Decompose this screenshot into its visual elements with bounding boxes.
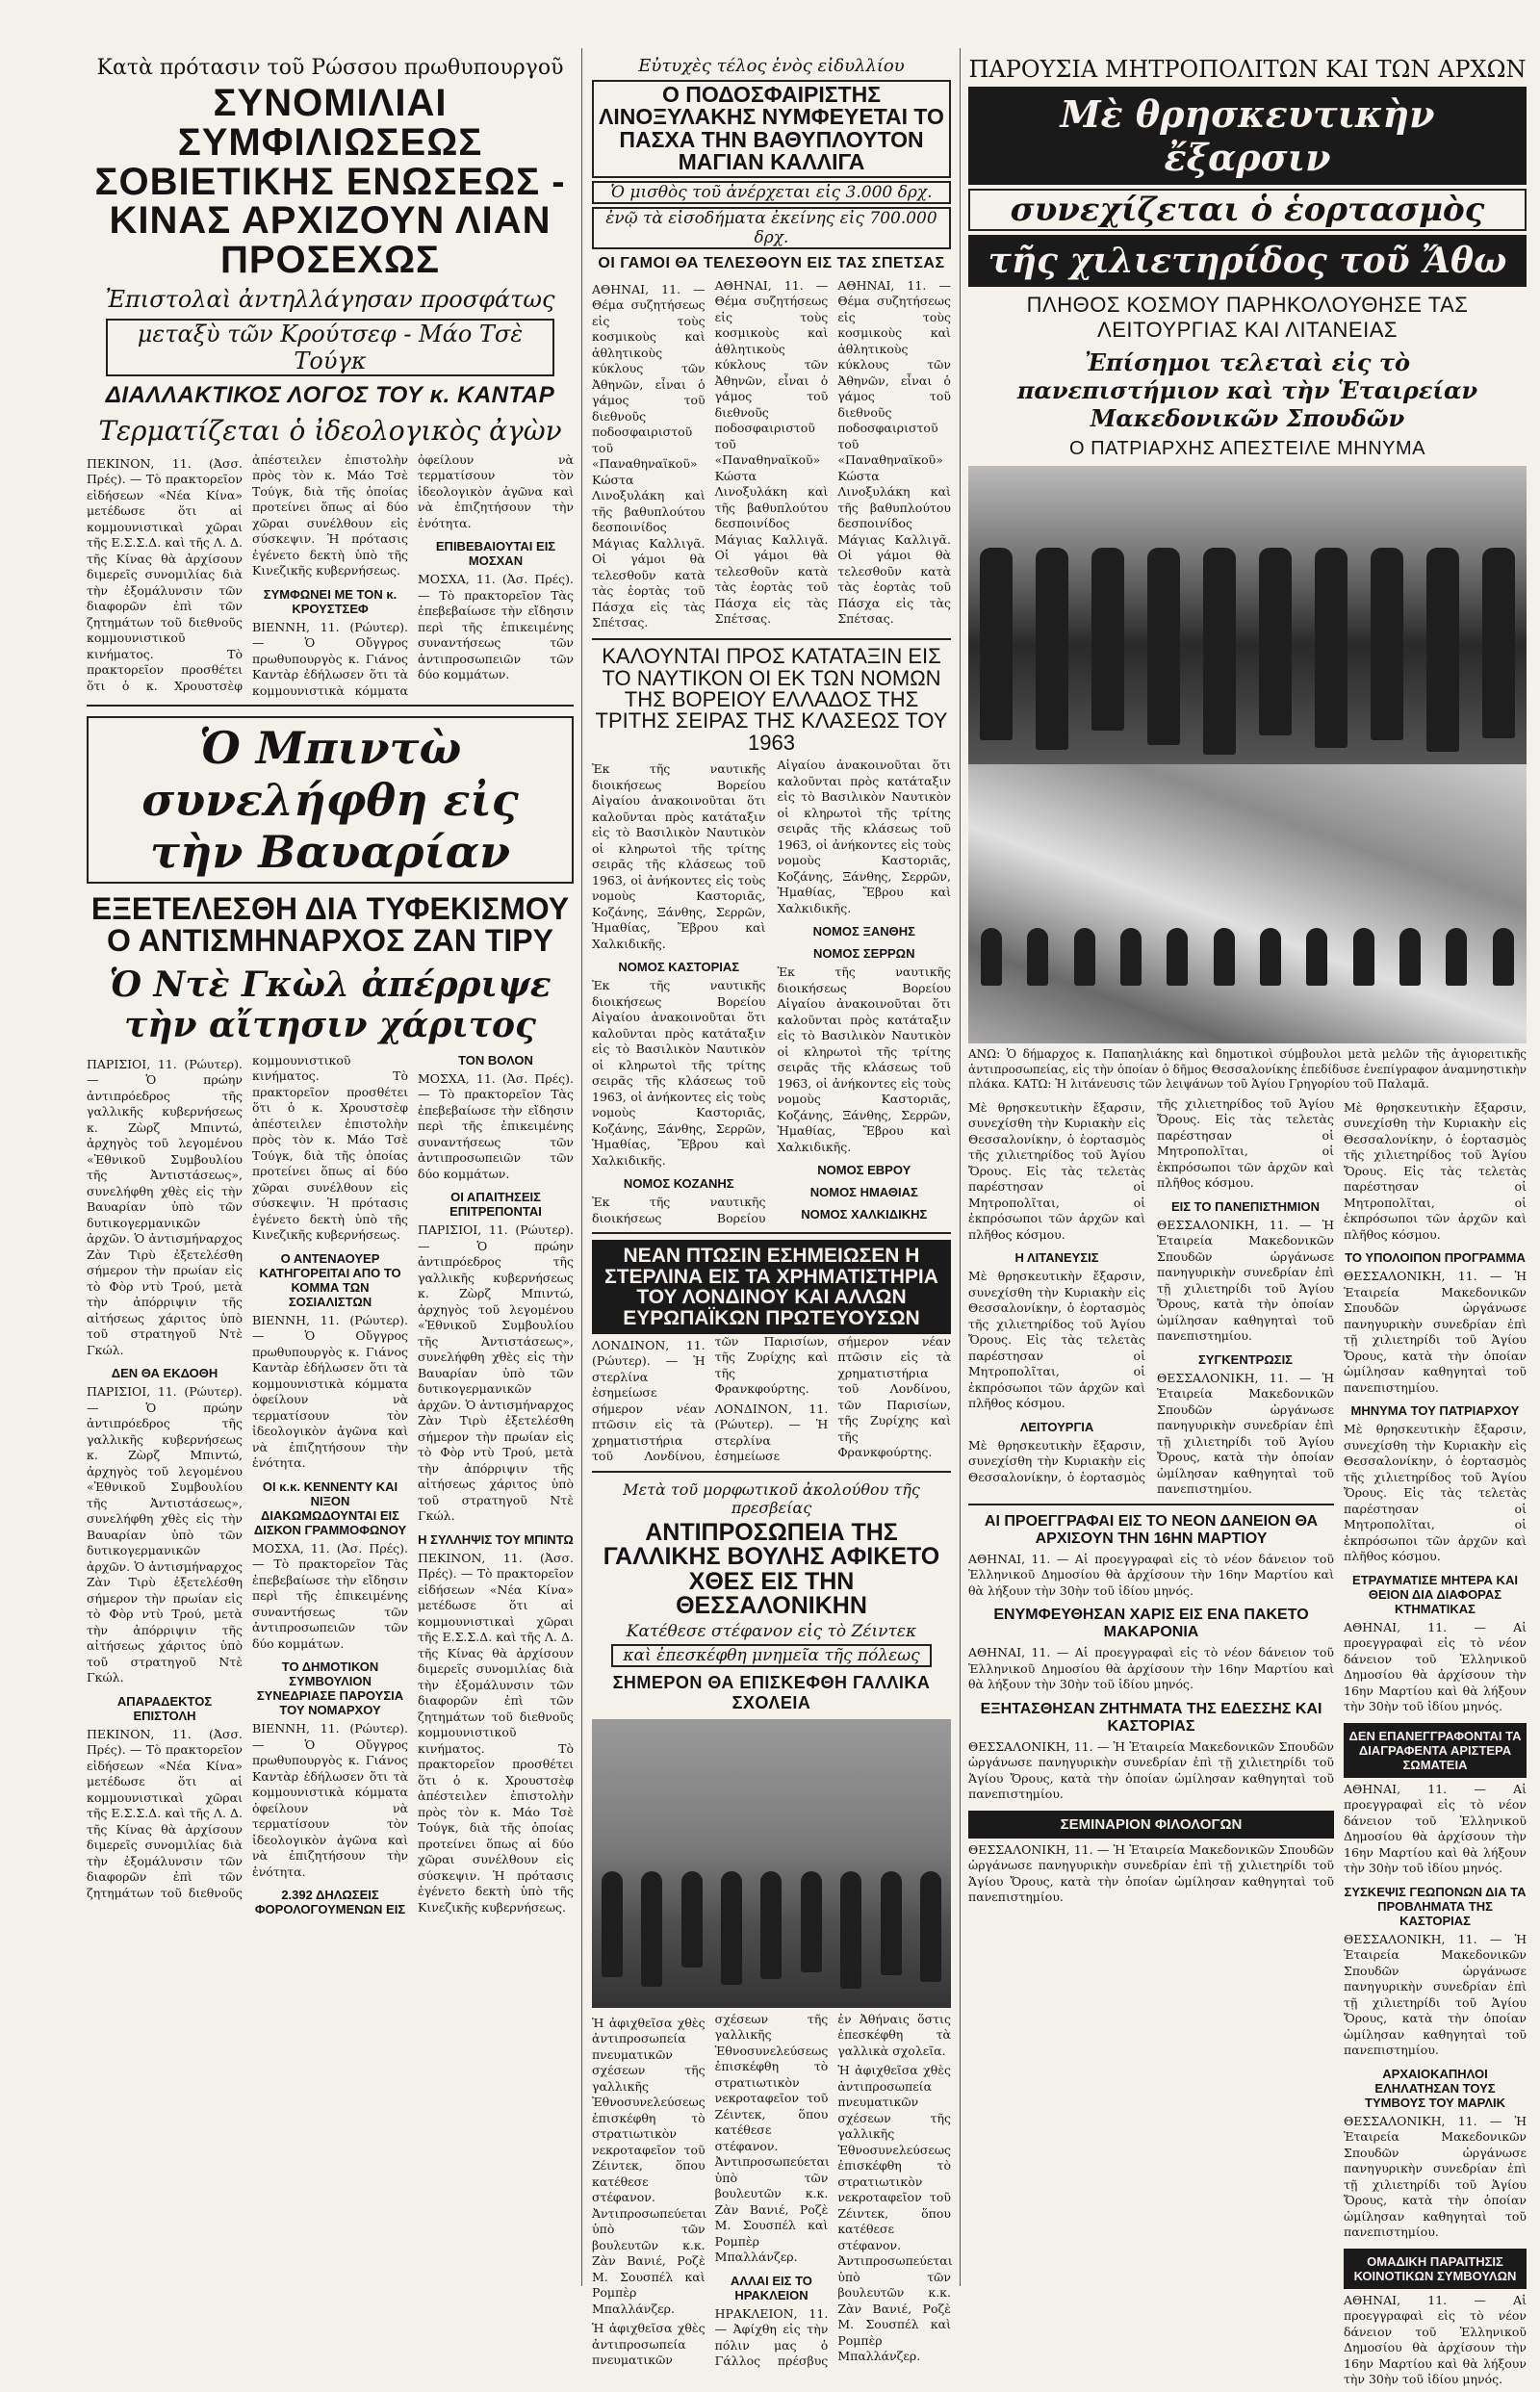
divider xyxy=(592,1471,951,1473)
article-body xyxy=(592,2012,951,2370)
banner-headline: τῆς χιλιετηρίδος τοῦ Ἄθω xyxy=(968,235,1527,287)
section-heading: ΛΕΙΤΟΥΡΓΙΑ xyxy=(1019,1419,1094,1434)
news-brief-heading: ΑΙ ΠΡΟΕΓΓΡΑΦΑΙ ΕΙΣ ΤΟ ΝΕΟΝ ΔΑΝΕΙΟΝ ΘΑ ΑΡΧΙΣΟΥΝ ΤΗΝ 16ΗΝ ΜΑΡΤΙΟΥ xyxy=(984,1512,1319,1547)
photo-caption: ΑΝΩ: Ὁ δήμαρχος κ. Παπαηλιάκης καὶ δημοτικοὶ σύμβουλοι μετὰ μελῶν τῆς ἀγιορειτικῆς ἀντιπροσωπείας, εἰς τὴν ὁποίαν ὁ δῆμος Θεσσαλονίκης ἐπεδίδυσε ἐνεπίγραφον ἀναμνηστικὴν πλάκα. ΚΑΤΩ: Ἡ λιτάνευσις τῶν λειψάνων τοῦ Ἁγίου Γρηγορίου τοῦ Παλαμᾶ. xyxy=(968,1047,1527,1092)
article-column-left xyxy=(81,48,579,2286)
kicker: ΠΑΡΟΥΣΙΑ ΜΗΤΡΟΠΟΛΙΤΩΝ ΚΑΙ ΤΩΝ ΑΡΧΩΝ xyxy=(968,56,1527,83)
section-heading: ΝΟΜΟΣ ΗΜΑΘΙΑΣ xyxy=(809,1185,918,1200)
section-heading: ΕΙΣ ΤΟ ΠΑΝΕΠΙΣΤΗΜΙΟΝ xyxy=(1170,1198,1321,1214)
subheadline: ΔΙΑΛΛΑΚΤΙΚΟΣ ΛΟΓΟΣ ΤΟΥ κ. ΚΑΝΤΑΡ xyxy=(105,381,555,408)
section-heading: ΝΟΜΟΣ ΞΑΝΘΗΣ xyxy=(812,924,915,939)
paragraph: ΒΙΕΝΝΗ, 11. (Ρώυτερ). — Ὁ Οὔγγρος πρωθυπουργὸς κ. Γιάνος Καντὰρ ἐδήλωσεν ὅτι τὰ κομμουνιστικὰ κόμματα ὀφείλουν νὰ τερματίσουν τὸν ἰδεολογικὸν ἀγῶνα καὶ νὰ ἐπιζητήσουν τὴν ἑνότητα. xyxy=(252,1721,408,1879)
paragraph: Μὲ θρησκευτικὴν ἔξαρσιν, συνεχίσθη τὴν Κυριακὴν εἰς Θεσσαλονίκην, ὁ ἑορτασμὸς τῆς χιλιετηρίδος τοῦ Ἁγίου Ὄρους. Εἰς τὰς τελετὰς παρέστησαν οἱ Μητροπολῖται, οἱ ἐκπρόσωποι τῶν ἀρχῶν καὶ πλῆθος κόσμου. xyxy=(1344,1422,1527,1564)
section-heading: Η ΣΥΛΛΗΨΙΣ ΤΟΥ ΜΠΙΝΤΩ xyxy=(418,1531,574,1547)
paragraph: Μὲ θρησκευτικὴν ἔξαρσιν, συνεχίσθη τὴν Κυριακὴν εἰς Θεσσαλονίκην, ὁ ἑορτασμὸς τῆς χιλιετηρίδος τοῦ Ἁγίου Ὄρους. Εἰς τὰς τελετὰς παρέστησαν οἱ Μητροπολῖται, οἱ ἐκπρόσωποι τῶν ἀρχῶν καὶ πλῆθος κόσμου. xyxy=(968,1099,1145,1242)
section-heading: ΜΗΝΥΜΑ ΤΟΥ ΠΑΤΡΙΑΡΧΟΥ xyxy=(1350,1403,1520,1419)
paragraph: ΒΙΕΝΝΗ, 11. (Ρώυτερ). — Ὁ Οὔγγρος πρωθυπουργὸς κ. Γιάνος Καντὰρ ἐδήλωσεν ὅτι τὰ κομμουνιστικὰ κόμματα ὀφείλουν νὰ τερματίσουν τὸν ἰδεολογικὸν ἀγῶνα καὶ νὰ ἐπιζητήσουν τὴν ἑνότητα. xyxy=(252,451,574,698)
paragraph: Ἡ ἀφιχθεῖσα χθὲς ἀντιπροσωπεία πνευματικῶν σχέσεων τῆς γαλλικῆς Ἐθνοσυνελεύσεως ἐπισκέφθη τὸ στρατιωτικὸν νεκροταφεῖον τοῦ Ζέιντεκ, ὅπου κατέθεσε στέφανον. Ἀντιπροσωπεύεται ὑπὸ τῶν βουλευτῶν κ.κ. Ζὰν Βανιέ, Ροζὲ Μ. Σουσπέλ καὶ Ρομπὲρ Μπαλλάνζερ. xyxy=(837,2063,953,2364)
paragraph: ΠΕΚΙΝΟΝ, 11. (Ἀσσ. Πρές). — Τὸ πρακτορεῖον εἰδήσεων «Νέα Κίνα» μετέδωσε ὅτι αἱ κομμουνιστικαὶ χῶραι τῆς Ε.Σ.Σ.Δ. καὶ τῆς Λ. Δ. τῆς Κίνας θὰ ἀρχίσουν διμερεῖς συνομιλίας διὰ τὴν ἐξομάλυνσιν τῶν διαφορῶν ἐπὶ τῶν ζητημάτων τοῦ διεθνοῦς κομμουνιστικοῦ κινήματος. Τὸ πρακτορεῖον προσθέτει ὅτι ὁ κ. Χρουστσὲφ ἀπέστειλεν ἐπιστολὴν πρὸς τὸν κ. Μάο Τσὲ Τούγκ, διὰ τῆς ὁποίας προτείνει ὅπως αἱ δύο χῶραι συνέλθουν εἰς σύσκεψιν. Ἡ πρότασις ἐγένετο δεκτὴ ὑπὸ τῆς Κινεζικῆς κυβερνήσεως. xyxy=(87,451,408,693)
deck: Ἐπιστολαὶ ἀντηλλάγησαν προσφάτως xyxy=(105,285,555,313)
banner-headline: Μὲ θρησκευτικὴν ἔξαρσιν xyxy=(968,87,1527,185)
paragraph: ΒΙΕΝΝΗ, 11. (Ρώυτερ). — Ὁ Οὔγγρος πρωθυπουργὸς κ. Γιάνος Καντὰρ ἐδήλωσεν ὅτι τὰ κομμουνιστικὰ κόμματα ὀφείλουν νὰ τερματίσουν τὸν ἰδεολογικὸν ἀγῶνα καὶ νὰ ἐπιζητήσουν τὴν ἑνότητα. xyxy=(252,1312,408,1471)
paragraph: Ἐκ τῆς ναυτικῆς διοικήσεως Βορείου Αἰγαίου ἀνακοινοῦται ὅτι καλοῦνται πρὸς κατάταξιν εἰς τὸ Βασιλικὸν Ναυτικὸν οἱ κληρωτοὶ τῆς τρίτης σειρᾶς τῆς κλάσεως τοῦ 1963, οἱ ἀνήκοντες εἰς τοὺς νομοὺς Καστοριᾶς, Κοζάνης, Ξάνθης, Σερρῶν, Ἡμαθίας, Ἔβρου καὶ Χαλκιδικῆς. xyxy=(777,965,951,1154)
section-heading: 2.392 ΔΗΛΩΣΕΙΣ ΦΟΡΟΛΟΓΟΥΜΕΝΩΝ ΕΙΣ ΤΟΝ ΒΟΛΟΝ xyxy=(254,1052,533,1917)
section-heading: ΕΠΙΒΕΒΑΙΟΥΤΑΙ ΕΙΣ ΜΟΣΧΑΝ xyxy=(435,539,556,569)
section-heading: ΤΟ ΥΠΟΛΟΙΠΟΝ ΠΡΟΓΡΑΜΜΑ xyxy=(1345,1250,1526,1266)
news-brief-heading: ΕΝΥΜΦΕΥΘΗΣΑΝ ΧΑΡΙΣ ΕΙΣ ΕΝΑ ΠΑΚΕΤΟ ΜΑΚΑΡΟΝΙΑ xyxy=(993,1607,1309,1641)
paragraph: ΘΕΣΣΑΛΟΝΙΚΗ, 11. — Ἡ Ἑταιρεία Μακεδονικῶν Σπουδῶν ὠργάνωσε πανηγυρικὴν συνεδρίαν ἐπὶ τῇ χιλιετηρίδι τοῦ Ἁγίου Ὄρους, κατὰ τὴν ὁποίαν ὡμίλησαν καθηγηταὶ τοῦ πανεπιστημίου. xyxy=(1344,1931,1527,2058)
photo-people xyxy=(968,928,1527,986)
paragraph: ΗΡΑΚΛΕΙΟΝ, 11. — Ἀφίχθη εἰς τὴν πόλιν μας ὁ Γάλλος πρέσβυς ἐν Ἀθήναις ὅστις ἐπεσκέφθη τὰ γαλλικὰ σχολεῖα. xyxy=(714,2011,951,2369)
paragraph: Ἐκ τῆς ναυτικῆς διοικήσεως Βορείου Αἰγαίου ἀνακοινοῦται ὅτι καλοῦνται πρὸς κατάταξιν εἰς τὸ Βασιλικὸν Ναυτικὸν οἱ κληρωτοὶ τῆς τρίτης σειρᾶς τῆς κλάσεως τοῦ 1963, οἱ ἀνήκοντες εἰς τοὺς νομοὺς Καστοριᾶς, Κοζάνης, Ξάνθης, Σερρῶν, Ἡμαθίας, Ἔβρου καὶ Χαλκιδικῆς. xyxy=(592,761,766,951)
main-story xyxy=(968,1096,1334,2392)
divider xyxy=(592,1232,951,1234)
kicker: Εὐτυχὲς τέλος ἑνὸς εἰδυλλίου xyxy=(638,56,905,76)
article-body xyxy=(87,452,574,700)
kicker: Μετὰ τοῦ μορφωτικοῦ ἀκολούθου τῆς πρεσβείας xyxy=(623,1479,920,1517)
headline: ΑΝΤΙΠΡΟΣΩΠΕΙΑ ΤΗΣ ΓΑΛΛΙΚΗΣ ΒΟΥΛΗΣ ΑΦΙΚΕΤΟ ΧΘΕΣ ΕΙΣ ΤΗΝ ΘΕΣΣΑΛΟΝΙΚΗΝ xyxy=(603,1518,940,1620)
script-headline: Ὁ Μπιντὼ συνελήφθη εἰς τὴν Βαυαρίαν xyxy=(87,716,574,884)
paragraph: ΑΘΗΝΑΙ, 11. — Αἱ προεγγραφαὶ εἰς τὸ νέον δάνειον τοῦ Ἑλληνικοῦ Δημοσίου θὰ ἀρχίσουν τὴν 16ην Μαρτίου καὶ θὰ λήξουν τὴν 30ὴν τοῦ ἰδίου μηνός. xyxy=(968,1645,1334,1692)
section-heading: ΟΙ ΑΠΑΙΤΗΣΕΙΣ ΕΠΙΤΡΕΠΟΝΤΑΙ xyxy=(449,1190,542,1220)
deck: καὶ ἐπεσκέφθη μνημεῖα τῆς πόλεως xyxy=(611,1644,932,1667)
main-headline: ΣΥΝΟΜΙΛΙΑΙ ΣΥΜΦΙΛΙΩΣΕΩΣ ΣΟΒΙΕΤΙΚΗΣ ΕΝΩΣΕΩΣ - ΚΙΝΑΣ ΑΡΧΙΖΟΥΝ ΛΙΑΝ ΠΡΟΣΕΧΩΣ xyxy=(94,82,566,282)
section-heading: ΝΟΜΟΣ ΕΒΡΟΥ xyxy=(817,1163,911,1178)
paragraph: ΑΘΗΝΑΙ, 11. — Θέμα συζητήσεως εἰς τοὺς κοσμικοὺς καὶ ἀθλητικοὺς κύκλους τῶν Ἀθηνῶν, εἶναι ὁ γάμος τοῦ διεθνοῦς ποδοσφαιριστοῦ τοῦ «Παναθηναϊκοῦ» Κώστα Λινοξυλάκη καὶ τῆς βαθυπλούτου δεσποινίδος Μάγιας Καλλιγᾶ. Οἱ γάμοι θὰ τελεσθοῦν κατὰ τὰς ἑορτὰς τοῦ Πάσχα εἰς τὰς Σπέτσας. xyxy=(592,281,706,630)
deck: μεταξὺ τῶν Κρούτσεφ - Μάο Τσὲ Τούγκ xyxy=(106,319,554,376)
paragraph: ΘΕΣΣΑΛΟΝΙΚΗ, 11. — Ἡ Ἑταιρεία Μακεδονικῶν Σπουδῶν ὠργάνωσε πανηγυρικὴν συνεδρίαν ἐπὶ τῇ χιλιετηρίδι τοῦ Ἁγίου Ὄρους, κατὰ τὴν ὁποίαν ὡμίλησαν καθηγηταὶ τοῦ πανεπιστημίου. xyxy=(968,1841,1334,1905)
section-heading: ΝΟΜΟΣ ΚΑΣΤΟΡΙΑΣ xyxy=(618,960,740,975)
paragraph: ΜΟΣΧΑ, 11. (Ἀσ. Πρές). — Τὸ πρακτορεῖον Τὰς ἐπεβεβαίωσε τὴν εἴδησιν περὶ τῆς ἐπικειμένης συναντήσεως τῶν ἀντιπροσωπειῶν τῶν δύο κομμάτων. xyxy=(418,572,574,682)
section-heading: ΤΟ ΔΗΜΟΤΙΚΟΝ ΣΥΜΒΟΥΛΙΟΝ ΣΥΝΕΔΡΙΑΣΕ ΠΑΡΟΥΣΙΑ ΤΟΥ ΝΟΜΑΡΧΟΥ xyxy=(256,1659,404,1718)
photo-people xyxy=(968,548,1527,755)
divider xyxy=(968,1504,1334,1505)
paragraph: Ἐκ τῆς ναυτικῆς διοικήσεως Βορείου Αἰγαίου ἀνακοινοῦται ὅτι καλοῦνται πρὸς κατάταξιν εἰς τὸ Βασιλικὸν Ναυτικὸν οἱ κληρωτοὶ τῆς τρίτης σειρᾶς τῆς κλάσεως τοῦ 1963, οἱ ἀνήκοντες εἰς τοὺς νομοὺς Καστοριᾶς, Κοζάνης, Ξάνθης, Σερρῶν, Ἡμαθίας, Ἔβρου καὶ Χαλκιδικῆς. xyxy=(592,758,951,1225)
section-heading: ΑΛΛΑΙ ΕΙΣ ΤΟ ΗΡΑΚΛΕΙΟΝ xyxy=(731,2273,812,2302)
divider xyxy=(592,638,951,640)
paragraph: Μὲ θρησκευτικὴν ἔξαρσιν, συνεχίσθη τὴν Κυριακὴν εἰς Θεσσαλονίκην, ὁ ἑορτασμὸς τῆς χιλιετηρίδος τοῦ Ἁγίου Ὄρους. Εἰς τὰς τελετὰς παρέστησαν οἱ Μητροπολῖται, οἱ ἐκπρόσωποι τῶν ἀρχῶν καὶ πλῆθος κόσμου. xyxy=(968,1269,1145,1411)
section-heading: ΣΥΜΦΩΝΕΙ ΜΕ ΤΟΝ κ. ΚΡΟΥΣΤΣΕΦ xyxy=(263,586,398,616)
divider xyxy=(87,705,574,707)
paragraph: ΑΘΗΝΑΙ, 11. — Αἱ προεγγραφαὶ εἰς τὸ νέον δάνειον τοῦ Ἑλληνικοῦ Δημοσίου θὰ ἀρχίσουν τὴν 16ην Μαρτίου καὶ θὰ λήξουν τὴν 30ὴν τοῦ ἰδίου μηνός. xyxy=(1344,1619,1527,1714)
subheadline: Ο ΠΑΤΡΙΑΡΧΗΣ ΑΠΕΣΤΕΙΛΕ ΜΗΝΥΜΑ xyxy=(1068,438,1426,459)
section-heading: ΝΟΜΟΣ ΣΕΡΡΩΝ xyxy=(813,946,915,962)
deck: Ἐπίσημοι τελεταὶ εἰς τὸ πανεπιστήμιον καὶ τὴν Ἑταιρείαν Μακεδονικῶν Σπουδῶν xyxy=(1016,348,1478,432)
news-brief-heading: ΕΤΡΑΥΜΑΤΙΣΕ ΜΗΤΕΡΑ ΚΑΙ ΘΕΙΟΝ ΔΙΑ ΔΙΑΦΟΡΑΣ ΚΤΗΜΑΤΙΚΑΣ xyxy=(1352,1572,1518,1616)
paragraph: ΠΕΚΙΝΟΝ, 11. (Ἀσσ. Πρές). — Τὸ πρακτορεῖον εἰδήσεων «Νέα Κίνα» μετέδωσε ὅτι αἱ κομμουνιστικαὶ χῶραι τῆς Ε.Σ.Σ.Δ. καὶ τῆς Λ. Δ. τῆς Κίνας θὰ ἀρχίσουν διμερεῖς συνομιλίας διὰ τὴν ἐξομάλυνσιν τῶν διαφορῶν ἐπὶ τῶν ζητημάτων τοῦ διεθνοῦς κομμουνιστικοῦ κινήματος. Τὸ πρακτορεῖον προσθέτει ὅτι ὁ κ. Χρουστσὲφ ἀπέστειλεν ἐπιστολὴν πρὸς τὸν κ. Μάο Τσὲ Τούγκ, διὰ τῆς ὁποίας προτείνει ὅπως αἱ δύο χῶραι συνέλθουν εἰς σύσκεψιν. Ἡ πρότασις ἐγένετο δεκτὴ ὑπὸ τῆς Κινεζικῆς κυβερνήσεως. xyxy=(418,1550,574,1915)
paragraph: ΘΕΣΣΑΛΟΝΙΚΗ, 11. — Ἡ Ἑταιρεία Μακεδονικῶν Σπουδῶν ὠργάνωσε πανηγυρικὴν συνεδρίαν ἐπὶ τῇ χιλιετηρίδι τοῦ Ἁγίου Ὄρους, κατὰ τὴν ὁποίαν ὡμίλησαν καθηγηταὶ τοῦ πανεπιστημίου. xyxy=(1344,2113,1527,2240)
deck: Τερματίζεται ὁ ἰδεολογικὸς ἀγὼν xyxy=(98,414,562,447)
paragraph: ΘΕΣΣΑΛΟΝΙΚΗ, 11. — Ἡ Ἑταιρεία Μακεδονικῶν Σπουδῶν ὠργάνωσε πανηγυρικὴν συνεδρίαν ἐπὶ τῇ χιλιετηρίδι τοῦ Ἁγίου Ὄρους, κατὰ τὴν ὁποίαν ὡμίλησαν καθηγηταὶ τοῦ πανεπιστημίου. xyxy=(968,1738,1334,1802)
article-body xyxy=(592,1334,951,1465)
section-heading: ΝΟΜΟΣ ΧΑΛΚΙΔΙΚΗΣ xyxy=(801,1207,928,1222)
paragraph: ΘΕΣΣΑΛΟΝΙΚΗ, 11. — Ἡ Ἑταιρεία Μακεδονικῶν Σπουδῶν ὠργάνωσε πανηγυρικὴν συνεδρίαν ἐπὶ τῇ χιλιετηρίδι τοῦ Ἁγίου Ὄρους, κατὰ τὴν ὁποίαν ὡμίλησαν καθηγηταὶ τοῦ πανεπιστημίου. xyxy=(1344,1269,1527,1395)
kicker: Κατὰ πρότασιν τοῦ Ρώσσου πρωθυπουργοῦ xyxy=(96,56,564,80)
article-column-right xyxy=(962,48,1532,2387)
paragraph: ΑΘΗΝΑΙ, 11. — Θέμα συζητήσεως εἰς τοὺς κοσμικοὺς καὶ ἀθλητικοὺς κύκλους τῶν Ἀθηνῶν, εἶναι ὁ γάμος τοῦ διεθνοῦς ποδοσφαιριστοῦ τοῦ «Παναθηναϊκοῦ» Κώστα Λινοξυλάκη καὶ τῆς βαθυπλούτου δεσποινίδος Μάγιας Καλλιγᾶ. Οἱ γάμοι θὰ τελεσθοῦν κατὰ τὰς ἑορτὰς τοῦ Πάσχα εἰς τὰς Σπέτσας. xyxy=(714,277,829,627)
section-heading: Η ΛΙΤΑΝΕΥΣΙΣ xyxy=(1014,1250,1099,1266)
photo-people xyxy=(592,1871,951,1989)
news-brief-heading: ΕΞΗΤΑΣΘΗΣΑΝ ΖΗΤΗΜΑΤΑ ΤΗΣ ΕΔΕΣΣΗΣ ΚΑΙ ΚΑΣΤΟΡΙΑΣ xyxy=(980,1700,1322,1735)
paragraph: ΜΟΣΧΑ, 11. (Ἀσ. Πρές). — Τὸ πρακτορεῖον Τὰς ἐπεβεβαίωσε τὴν εἴδησιν περὶ τῆς ἐπικειμένης συναντήσεως τῶν ἀντιπροσωπειῶν τῶν δύο κομμάτων. xyxy=(252,1540,408,1651)
article-body xyxy=(592,278,951,632)
photo-delegation xyxy=(592,1719,951,2008)
section-heading: ΣΥΓΚΕΝΤΡΩΣΙΣ xyxy=(1198,1351,1293,1367)
article-body xyxy=(87,1053,574,1917)
news-brief-heading: ΣΥΣΚΕΨΙΣ ΓΕΩΠΟΝΩΝ ΔΙΑ ΤΑ ΠΡΟΒΛΗΜΑΤΑ ΤΗΣ ΚΑΣΤΟΡΙΑΣ xyxy=(1344,1884,1527,1928)
news-brief-heading: ΟΜΑΔΙΚΗ ΠΑΡΑΙΤΗΣΙΣ ΚΟΙΝΟΤΙΚΩΝ ΣΥΜΒΟΥΛΩΝ xyxy=(1344,2249,1527,2289)
column-rule xyxy=(581,48,582,2286)
deck: Ὁ μισθὸς τοῦ ἀνέρχεται εἰς 3.000 δρχ. xyxy=(592,181,951,204)
news-brief-heading: ΔΕΝ ΕΠΑΝΕΓΓΡΑΦΟΝΤΑΙ ΤΑ ΔΙΑΓΡΑΦΕΝΤΑ ΑΡΙΣΤΕΡΑ ΣΩΜΑΤΕΙΑ xyxy=(1344,1723,1527,1778)
headline: ΚΑΛΟΥΝΤΑΙ ΠΡΟΣ ΚΑΤΑΤΑΞΙΝ ΕΙΣ ΤΟ ΝΑΥΤΙΚΟΝ ΟΙ ΕΚ ΤΩΝ ΝΟΜΩΝ ΤΗΣ ΒΟΡΕΙΟΥ ΕΛΛΑΔΟΣ ΤΗΣ ΤΡΙΤΗΣ ΣΕΙΡΑΣ ΤΗΣ ΚΛΑΣΕΩΣ ΤΟΥ 1963 xyxy=(595,644,948,755)
subheadline: ΟΙ ΓΑΜΟΙ ΘΑ ΤΕΛΕΣΘΟΥΝ ΕΙΣ ΤΑΣ ΣΠΕΤΣΑΣ xyxy=(598,254,945,271)
paragraph: ΑΘΗΝΑΙ, 11. — Αἱ προεγγραφαὶ εἰς τὸ νέον δάνειον τοῦ Ἑλληνικοῦ Δημοσίου θὰ ἀρχίσουν τὴν 16ην Μαρτίου καὶ θὰ λήξουν τὴν 30ὴν τοῦ ἰδίου μηνός. xyxy=(968,1551,1334,1598)
banner-headline: συνεχίζεται ὁ ἑορτασμὸς xyxy=(968,189,1527,231)
script-headline: Ὁ Ντὲ Γκὼλ ἀπέρριψε τὴν αἴτησιν χάριτος xyxy=(109,964,552,1045)
photo-procession xyxy=(968,764,1527,1043)
paragraph: Ἐκ τῆς ναυτικῆς διοικήσεως Βορείου Αἰγαίου ἀνακοινοῦται ὅτι καλοῦνται πρὸς κατάταξιν εἰς τὸ Βασιλικὸν Ναυτικὸν οἱ κληρωτοὶ τῆς τρίτης σειρᾶς τῆς κλάσεως τοῦ 1963, οἱ ἀνήκοντες εἰς τοὺς νομοὺς Καστοριᾶς, Κοζάνης, Ξάνθης, Σερρῶν, Ἡμαθίας, Ἔβρου καὶ Χαλκιδικῆς. xyxy=(592,978,766,1168)
paragraph: Μὲ θρησκευτικὴν ἔξαρσιν, συνεχίσθη τὴν Κυριακὴν εἰς Θεσσαλονίκην, ὁ ἑορτασμὸς τῆς χιλιετηρίδος τοῦ Ἁγίου Ὄρους. Εἰς τὰς τελετὰς παρέστησαν οἱ Μητροπολῖται, οἱ ἐκπρόσωποι τῶν ἀρχῶν καὶ πλῆθος κόσμου. xyxy=(1344,1099,1527,1242)
subheadline: ΣΗΜΕΡΟΝ ΘΑ ΕΠΙΣΚΕΦΘΗ ΓΑΛΛΙΚΑ ΣΧΟΛΕΙΑ xyxy=(612,1672,931,1712)
paragraph: ΠΑΡΙΣΙΟΙ, 11. (Ρώυτερ). — Ὁ πρώην ἀντιπρόεδρος τῆς γαλλικῆς κυβερνήσεως κ. Ζὼρζ Μπιντώ, ἀρχηγὸς τοῦ λεγομένου «Ἐθνικοῦ Συμβουλίου τῆς Ἀντιστάσεως», συνελήφθη χθὲς εἰς τὴν Βαυαρίαν ὑπὸ τῶν δυτικογερμανικῶν ἀρχῶν. Ὁ ἀντισμήναρχος Ζὰν Τιρὺ ἐξετελέσθη σήμερον τὴν πρωίαν εἰς τὸ Φὸρ ντὺ Τρού, μετὰ τὴν ἀπόρριψιν τῆς αἰτήσεως χάριτος ὑπὸ τοῦ στρατηγοῦ Ντὲ Γκώλ. xyxy=(87,1384,243,1685)
photo-officials xyxy=(968,466,1527,764)
paragraph: Ἡ ἀφιχθεῖσα χθὲς ἀντιπροσωπεία πνευματικῶν σχέσεων τῆς γαλλικῆς Ἐθνοσυνελεύσεως ἐπισκέφθη τὸ στρατιωτικὸν νεκροταφεῖον τοῦ Ζέιντεκ, ὅπου κατέθεσε στέφανον. Ἀντιπροσωπεύεται ὑπὸ τῶν βουλευτῶν κ.κ. Ζὰν Βανιέ, Ροζὲ Μ. Σουσπέλ καὶ Ρομπὲρ Μπαλλάνζερ. xyxy=(592,2015,707,2316)
headline: ΕΞΕΤΕΛΕΣΘΗ ΔΙΑ ΤΥΦΕΚΙΣΜΟΥ Ο ΑΝΤΙΣΜΗΝΑΡΧΟΣ ΖΑΝ ΤΙΡΥ xyxy=(90,891,570,959)
news-brief-heading: ΑΡΧΑΙΟΚΑΠΗΛΟΙ ΕΛΗΛΑΤΗΣΑΝ ΤΟΥΣ ΤΥΜΒΟΥΣ ΤΟΥ ΜΑΡΛΙΚ xyxy=(1365,2066,1505,2110)
section-heading: ΑΠΑΡΑΔΕΚΤΟΣ ΕΠΙΣΤΟΛΗ xyxy=(116,1693,213,1723)
paragraph: ΜΟΣΧΑ, 11. (Ἀσ. Πρές). — Τὸ πρακτορεῖον Τὰς ἐπεβεβαίωσε τὴν εἴδησιν περὶ τῆς ἐπικειμένης συναντήσεως τῶν ἀντιπροσωπειῶν τῶν δύο κομμάτων. xyxy=(418,1070,574,1181)
paragraph: ΠΑΡΙΣΙΟΙ, 11. (Ρώυτερ). — Ὁ πρώην ἀντιπρόεδρος τῆς γαλλικῆς κυβερνήσεως κ. Ζὼρζ Μπιντώ, ἀρχηγὸς τοῦ λεγομένου «Ἐθνικοῦ Συμβουλίου τῆς Ἀντιστάσεως», συνελήφθη χθὲς εἰς τὴν Βαυαρίαν ὑπὸ τῶν δυτικογερμανικῶν ἀρχῶν. Ὁ ἀντισμήναρχος Ζὰν Τιρὺ ἐξετελέσθη σήμερον τὴν πρωίαν εἰς τὸ Φὸρ ντὺ Τρού, μετὰ τὴν ἀπόρριψιν τῆς αἰτήσεως χάριτος ὑπὸ τοῦ στρατηγοῦ Ντὲ Γκώλ. xyxy=(87,1056,243,1357)
lower-columns xyxy=(968,1096,1527,2392)
paragraph: Μὲ θρησκευτικὴν ἔξαρσιν, συνεχίσθη τὴν Κυριακὴν εἰς Θεσσαλονίκην, ὁ ἑορτασμὸς τῆς χιλιετηρίδος τοῦ Ἁγίου Ὄρους. Εἰς τὰς τελετὰς παρέστησαν οἱ Μητροπολῖται, οἱ ἐκπρόσωποι τῶν ἀρχῶν καὶ πλῆθος κόσμου. xyxy=(968,1095,1334,1484)
deck: ἐνῷ τὰ εἰσοδήματα ἐκείνης εἰς 700.000 δρχ. xyxy=(592,207,951,249)
headline: Ο ΠΟΔΟΣΦΑΙΡΙΣΤΗΣ ΛΙΝΟΞΥΛΑΚΗΣ ΝΥΜΦΕΥΕΤΑΙ ΤΟ ΠΑΣΧΑ ΤΗΝ ΒΑΘΥΠΛΟΥΤΟΝ ΜΑΓΙΑΝ ΚΑΛΛΙΓΑ xyxy=(592,80,951,178)
paragraph: ΑΘΗΝΑΙ, 11. — Αἱ προεγγραφαὶ εἰς τὸ νέον δάνειον τοῦ Ἑλληνικοῦ Δημοσίου θὰ ἀρχίσουν τὴν 16ην Μαρτίου καὶ θὰ λήξουν τὴν 30ὴν τοῦ ἰδίου μηνός. xyxy=(1344,1781,1527,1876)
paragraph: ΛΟΝΔΙΝΟΝ, 11. (Ρώυτερ). — Ἡ στερλίνα ἐσημείωσε σήμερον νέαν πτῶσιν εἰς τὰ χρηματιστήρια τοῦ Λονδίνου, τῶν Παρισίων, τῆς Ζυρίχης καὶ τῆς Φρανκφούρτης. xyxy=(714,1333,951,1464)
paragraph: ΘΕΣΣΑΛΟΝΙΚΗ, 11. — Ἡ Ἑταιρεία Μακεδονικῶν Σπουδῶν ὠργάνωσε πανηγυρικὴν συνεδρίαν ἐπὶ τῇ χιλιετηρίδι τοῦ Ἁγίου Ὄρους, κατὰ τὴν ὁποίαν ὡμίλησαν καθηγηταὶ τοῦ πανεπιστημίου. xyxy=(1157,1370,1334,1497)
deck: Κατέθεσε στέφανον εἰς τὸ Ζέιντεκ xyxy=(626,1621,917,1641)
paragraph: ΠΕΚΙΝΟΝ, 11. (Ἀσσ. Πρές). — Τὸ πρακτορεῖον εἰδήσεων «Νέα Κίνα» μετέδωσε ὅτι αἱ κομμουνιστικαὶ χῶραι τῆς Ε.Σ.Σ.Δ. καὶ τῆς Λ. Δ. τῆς Κίνας θὰ ἀρχίσουν διμερεῖς συνομιλίας διὰ τὴν ἐξομάλυνσιν τῶν διαφορῶν ἐπὶ τῶν ζητημάτων τοῦ διεθνοῦς κομμουνιστικοῦ κινήματος. Τὸ πρακτορεῖον προσθέτει ὅτι ὁ κ. Χρουστσὲφ ἀπέστειλεν ἐπιστολὴν πρὸς τὸν κ. Μάο Τσὲ Τούγκ, διὰ τῆς ὁποίας προτείνει ὅπως αἱ δύο χῶραι συνέλθουν εἰς σύσκεψιν. Ἡ πρότασις ἐγένετο δεκτὴ ὑπὸ τῆς Κινεζικῆς κυβερνήσεως. xyxy=(87,1052,408,1900)
subheadline: ΠΛΗΘΟΣ ΚΟΣΜΟΥ ΠΑΡΗΚΟΛΟΥΘΗΣΕ ΤΑΣ ΛΕΙΤΟΥΡΓΙΑΣ ΚΑΙ ΛΙΤΑΝΕΙΑΣ xyxy=(1026,293,1469,342)
headline: ΝΕΑΝ ΠΤΩΣΙΝ ΕΣΗΜΕΙΩΣΕΝ Η ΣΤΕΡΛΙΝΑ ΕΙΣ ΤΑ ΧΡΗΜΑΤΙΣΤΗΡΙΑ ΤΟΥ ΛΟΝΔΙΝΟΥ ΚΑΙ ΑΛΛΩΝ ΕΥΡΩΠΑΪΚΩΝ ΠΡΩΤΕΥΟΥΣΩΝ xyxy=(592,1240,951,1334)
section-heading: ΔΕΝ ΘΑ ΕΚΔΟΘΗ xyxy=(111,1366,218,1381)
paragraph: ΠΑΡΙΣΙΟΙ, 11. (Ρώυτερ). — Ὁ πρώην ἀντιπρόεδρος τῆς γαλλικῆς κυβερνήσεως κ. Ζὼρζ Μπιντώ, ἀρχηγὸς τοῦ λεγομένου «Ἐθνικοῦ Συμβουλίου τῆς Ἀντιστάσεως», συνελήφθη χθὲς εἰς τὴν Βαυαρίαν ὑπὸ τῶν δυτικογερμανικῶν ἀρχῶν. Ὁ ἀντισμήναρχος Ζὰν Τιρὺ ἐξετελέσθη σήμερον τὴν πρωίαν εἰς τὸ Φὸρ ντὺ Τρού, μετὰ τὴν ἀπόρριψιν τῆς αἰτήσεως χάριτος ὑπὸ τοῦ στρατηγοῦ Ντὲ Γκώλ. xyxy=(418,1222,574,1524)
paragraph: ΑΘΗΝΑΙ, 11. — Αἱ προεγγραφαὶ εἰς τὸ νέον δάνειον τοῦ Ἑλληνικοῦ Δημοσίου θὰ ἀρχίσουν τὴν 16ην Μαρτίου καὶ θὰ λήξουν τὴν 30ὴν τοῦ ἰδίου μηνός. xyxy=(1344,2292,1527,2387)
paragraph: ΘΕΣΣΑΛΟΝΙΚΗ, 11. — Ἡ Ἑταιρεία Μακεδονικῶν Σπουδῶν ὠργάνωσε πανηγυρικὴν συνεδρίαν ἐπὶ τῇ χιλιετηρίδι τοῦ Ἁγίου Ὄρους, κατὰ τὴν ὁποίαν ὡμίλησαν καθηγηταὶ τοῦ πανεπιστημίου. xyxy=(1157,1217,1334,1344)
news-brief-heading: ΣΕΜΙΝΑΡΙΟΝ ΦΙΛΟΛΟΓΩΝ xyxy=(968,1811,1334,1839)
section-heading: ΝΟΜΟΣ ΚΟΖΑΝΗΣ xyxy=(623,1176,734,1192)
article-body xyxy=(592,758,951,1226)
article-column-middle xyxy=(586,48,957,2369)
paragraph: ΑΘΗΝΑΙ, 11. — Θέμα συζητήσεως εἰς τοὺς κοσμικοὺς καὶ ἀθλητικοὺς κύκλους τῶν Ἀθηνῶν, εἶναι ὁ γάμος τοῦ διεθνοῦς ποδοσφαιριστοῦ τοῦ «Παναθηναϊκοῦ» Κώστα Λινοξυλάκη καὶ τῆς βαθυπλούτου δεσποινίδος Μάγιας Καλλιγᾶ. Οἱ γάμοι θὰ τελεσθοῦν κατὰ τὰς ἑορτὰς τοῦ Πάσχα εἰς τὰς Σπέτσας. xyxy=(837,277,951,627)
paragraph: Ἡ ἀφιχθεῖσα χθὲς ἀντιπροσωπεία πνευματικῶν σχέσεων τῆς γαλλικῆς Ἐθνοσυνελεύσεως ἐπισκέφθη τὸ στρατιωτικὸν νεκροταφεῖον τοῦ Ζέιντεκ, ὅπου κατέθεσε στέφανον. Ἀντιπροσωπεύεται ὑπὸ τῶν βουλευτῶν κ.κ. Ζὰν Βανιέ, Ροζὲ Μ. Σουσπέλ καὶ Ρομπὲρ Μπαλλάνζερ. xyxy=(592,2011,830,2368)
article-body xyxy=(968,1096,1334,1498)
side-briefs xyxy=(1344,1096,1527,2392)
column-rule xyxy=(960,48,961,2286)
paragraph: ΛΟΝΔΙΝΟΝ, 11. (Ρώυτερ). — Ἡ στερλίνα ἐσημείωσε σήμερον νέαν πτῶσιν εἰς τὰ χρηματιστήρια τοῦ Λονδίνου, τῶν Παρισίων, τῆς Ζυρίχης καὶ τῆς Φρανκφούρτης. xyxy=(592,1333,829,1464)
section-heading: Ο ΑΝΤΕΝΑΟΥΕΡ ΚΑΤΗΓΟΡΕΙΤΑΙ ΑΠΟ ΤΟ ΚΟΜΜΑ ΤΩΝ ΣΟΣΙΑΛΙΣΤΩΝ xyxy=(259,1250,401,1309)
section-heading: ΟΙ κ.κ. ΚΕΝΝΕΝΤΥ ΚΑΙ ΝΙΞΟΝ ΔΙΑΚΩΜΩΔΟΥΝΤΑΙ ΕΙΣ ΔΙΣΚΟΝ ΓΡΑΜΜΟΦΩΝΟΥ xyxy=(253,1479,407,1537)
